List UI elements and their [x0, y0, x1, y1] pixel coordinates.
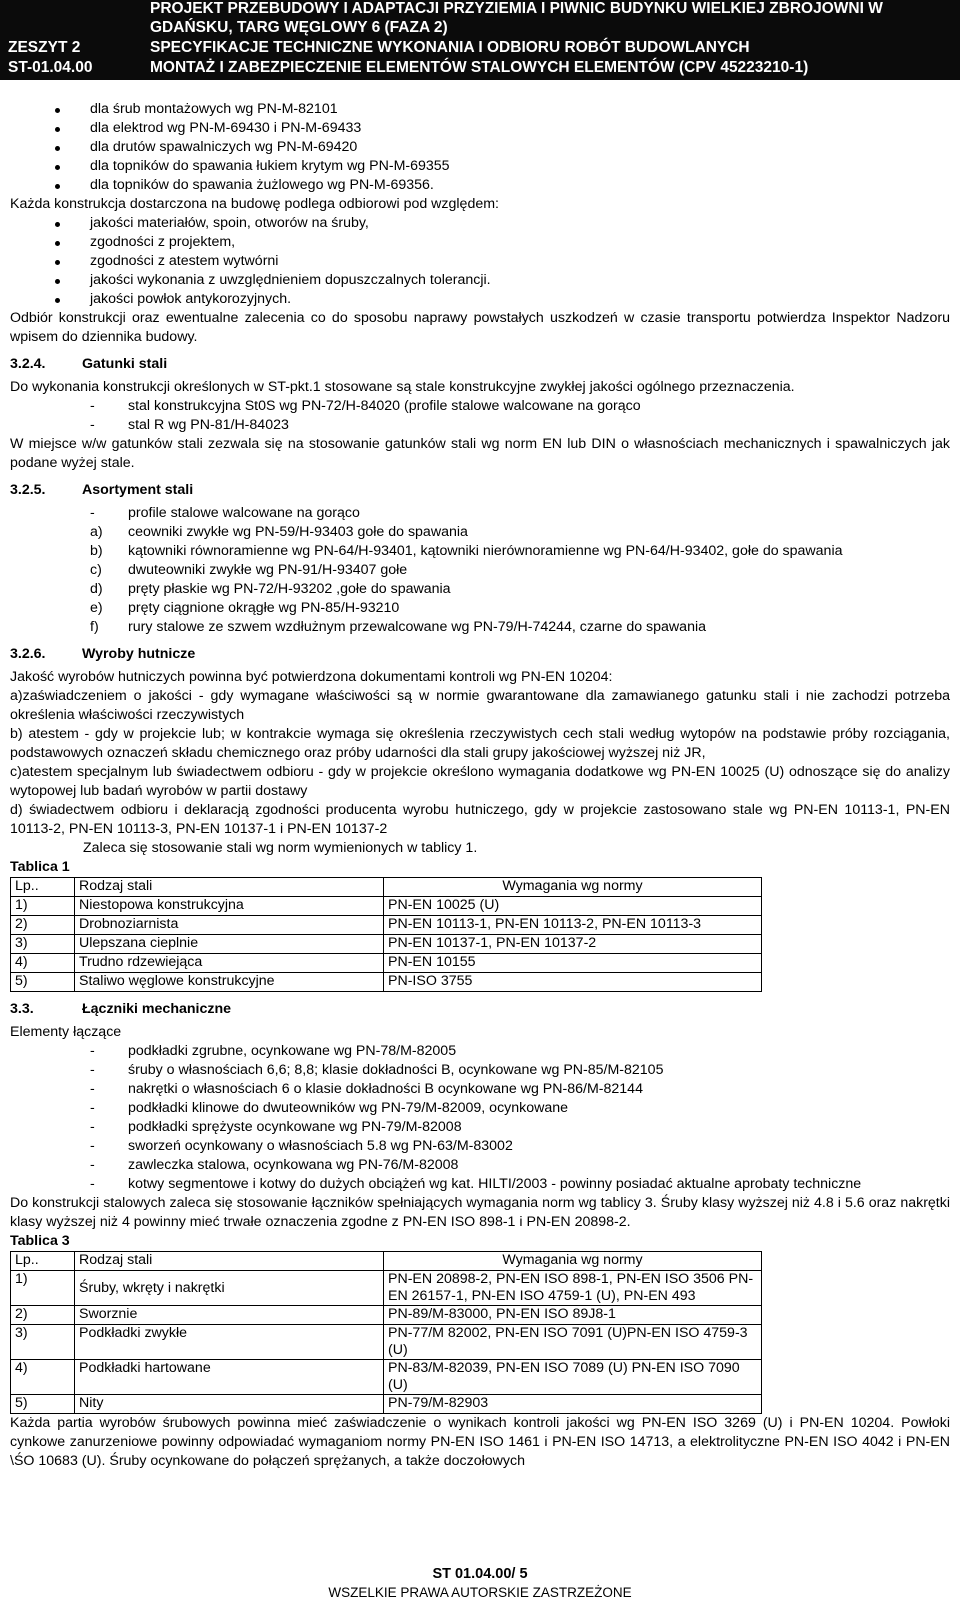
paragraph: Do konstrukcji stalowych zaleca się stosowanie łączników spełniających wymagania norm wg tablicy 3. Śruby klasy wyższej niż 4.8 i 5.6 oraz nakrętki klasy wyższej niż 4 powinny mieć trwałe oznaczenia zgodne z PN-EN ISO 898-1 i PN-EN 20898-2. — [10, 1195, 950, 1230]
document-header — [0, 0, 960, 80]
list-item: dla elektrod wg PN-M-69430 i PN-M-69433 — [10, 119, 950, 138]
paragraph: a)zaświadczeniem o jakości - gdy wymagane właściwości są w normie gwarantowane dla zamawianego gatunku stali i nie zachodzi potrzeba określenia właściwości rzeczywistych — [10, 688, 950, 723]
table-cell: PN-ISO 3755 — [384, 973, 762, 992]
list-item: - profile stalowe walcowane na gorąco — [90, 505, 360, 521]
table-cell: 1) — [11, 1271, 75, 1306]
table-cell: Lp.. — [11, 878, 75, 897]
steel-grade-list — [10, 397, 950, 435]
paragraph: b) atestem - gdy w projekcie lub; w kontrakcie wymaga się określenia rzeczywistych cech stali według wytopów na podstawie próby rozciągania, podstawowych oznaczeń składu chemicznego oraz próby udarności dla stali grupy jakościowej wyższej niż JR, — [10, 726, 950, 761]
list-item: zgodności z atestem wytwórni — [10, 252, 950, 271]
table-row — [11, 1325, 762, 1360]
list-item: c) dwuteowniki zwykłe wg PN-91/H-93407 gołe — [90, 562, 408, 578]
document-body — [10, 100, 950, 1471]
table-cell: 1) — [11, 897, 75, 916]
table-cell: PN-77/M 82002, PN-EN ISO 7091 (U)PN-EN ISO 4759-3 (U) — [384, 1325, 762, 1360]
list-item: jakości wykonania z uwzględnieniem dopuszczalnych tolerancji. — [10, 271, 950, 290]
list-item: - stal R wg PN-81/H-84023 — [90, 417, 289, 433]
table-cell: 2) — [11, 916, 75, 935]
list-item: - sworzeń ocynkowany o własnościach 5.8 wg PN-63/M-83002 — [90, 1138, 513, 1154]
table-cell: 3) — [11, 935, 75, 954]
table-cell: Rodzaj stali — [75, 1252, 384, 1271]
section-heading: 3.2.6. Wyroby hutnicze — [10, 646, 196, 662]
table-cell: Rodzaj stali — [75, 878, 384, 897]
paragraph: Odbiór konstrukcji oraz ewentualne zalecenia co do sposobu naprawy powstałych uszkodzeń w czasie transportu potwierdza Inspektor Nadzoru wpisem do dziennika budowy. — [10, 310, 950, 345]
list-item: dla topników do spawania żużlowego wg PN-M-69356. — [10, 176, 950, 195]
standards-list — [10, 100, 950, 195]
table-cell: 4) — [11, 1360, 75, 1395]
table-cell: PN-EN 10025 (U) — [384, 897, 762, 916]
spec-code: ST-01.04.00 — [8, 59, 93, 76]
table-cell: 5) — [11, 973, 75, 992]
table-title: Tablica 1 — [10, 859, 70, 875]
list-item: jakości powłok antykorozyjnych. — [10, 290, 950, 309]
list-item: zgodności z projektem, — [10, 233, 950, 252]
list-item: dla drutów spawalniczych wg PN-M-69420 — [10, 138, 950, 157]
table-row — [11, 935, 762, 954]
list-item: b) kątowniki równoramienne wg PN-64/H-93401, kątowniki nierównoramienne wg PN-64/H-93402, gołe do spawania — [90, 543, 843, 559]
table-cell: PN-EN 10155 — [384, 954, 762, 973]
list-item: dla śrub montażowych wg PN-M-82101 — [10, 100, 950, 119]
table-cell: Niestopowa konstrukcyjna — [75, 897, 384, 916]
list-item: dla topników do spawania łukiem krytym wg PN-M-69355 — [10, 157, 950, 176]
table-cell: PN-EN 10137-1, PN-EN 10137-2 — [384, 935, 762, 954]
table-row — [11, 916, 762, 935]
table-cell: Nity — [75, 1395, 384, 1414]
section-heading: 3.2.4. Gatunki stali — [10, 356, 168, 372]
paragraph: Elementy łączące — [10, 1024, 122, 1040]
list-item: e) pręty ciągnione okrągłe wg PN-85/H-93210 — [90, 600, 400, 616]
section-heading: 3.3. Łączniki mechaniczne — [10, 1001, 232, 1017]
list-item: jakości materiałów, spoin, otworów na śruby, — [10, 214, 950, 233]
project-title-line2: GDAŃSKU, TARG WĘGLOWY 6 (FAZA 2) — [150, 19, 448, 36]
table-cell: PN-EN 10113-1, PN-EN 10113-2, PN-EN 10113-3 — [384, 916, 762, 935]
paragraph: Zaleca się stosowanie stali wg norm wymienionych w tablicy 1. — [83, 840, 478, 856]
table-row — [11, 973, 762, 992]
paragraph: c)atestem specjalnym lub świadectwem odbioru - gdy w projekcie określono wymagania dodatkowe wg PN-EN 10025 (U) odnoszące się do analizy wytopowej lub badań wyrobów w partii dostawy — [10, 764, 950, 799]
table-cell: PN-79/M-82903 — [384, 1395, 762, 1414]
paragraph: d) świadectwem odbioru i deklaracją zgodności producenta wyrobu hutniczego, gdy w projekcie zastosowano stale wg PN-EN 10113-1, PN-EN 10113-2, PN-EN 10113-3, PN-EN 10137-1 i PN-EN 10137-2 — [10, 802, 950, 837]
table-row — [11, 1306, 762, 1325]
volume-label: ZESZYT 2 — [8, 39, 81, 56]
list-item: a) ceowniki zwykłe wg PN-59/H-93403 gołe do spawania — [90, 524, 468, 540]
table-cell: Drobnoziarnista — [75, 916, 384, 935]
copyright-notice: WSZELKIE PRAWA AUTORSKIE ZASTRZEŻONE — [328, 1585, 632, 1600]
list-item: f) rury stalowe ze szwem wzdłużnym przewalcowane wg PN-79/H-74244, czarne do spawania — [90, 619, 707, 635]
list-item: - podkładki zgrubne, ocynkowane wg PN-78/M-82005 — [90, 1043, 457, 1059]
inspection-list — [10, 214, 950, 309]
table-cell: PN-EN 20898-2, PN-EN ISO 898-1, PN-EN ISO 3506 PN-EN 26157-1, PN-EN ISO 4759-1 (U), PN-EN 493 — [384, 1271, 762, 1306]
list-item: - śruby o własnościach 6,6; 8,8; klasie dokładności B, ocynkowane wg PN-85/M-82105 — [90, 1062, 664, 1078]
paragraph: Jakość wyrobów hutniczych powinna być potwierdzona dokumentami kontroli wg PN-EN 10204: — [10, 669, 613, 685]
list-item: d) pręty płaskie wg PN-72/H-93202 ,gołe do spawania — [90, 581, 451, 597]
assortment-list — [10, 504, 950, 637]
table-row — [11, 1360, 762, 1395]
paragraph: Każda konstrukcja dostarczona na budowę podlega odbiorowi pod względem: — [10, 196, 499, 212]
table-title: Tablica 3 — [10, 1233, 70, 1249]
paragraph: Każda partia wyrobów śrubowych powinna mieć zaświadczenie o wynikach kontroli jakości wg PN-EN ISO 3269 (U) i PN-EN 10204. Powłoki cynkowe zanurzeniowe powinny odpowiadać wymaganiom normy PN-EN ISO 1461 i PN-EN ISO 14713, a elektrolityczne PN-EN ISO 4042 i PN-EN \ŚO 10683 (U). Śruby ocynkowane do połączeń sprężanych, a także doczołowych — [10, 1415, 950, 1469]
table-cell: 5) — [11, 1395, 75, 1414]
project-title-line1: PROJEKT PRZEBUDOWY I ADAPTACJI PRZYZIEMIA I PIWNIC BUDYNKU WIELKIEJ ZBROJOWNI W — [150, 0, 883, 17]
table-header-row — [11, 1252, 762, 1271]
steel-norms-table — [10, 877, 762, 992]
table-cell: Podkładki zwykłe — [75, 1325, 384, 1360]
list-item: - nakrętki o własnościach 6 o klasie dokładności B ocynkowane wg PN-86/M-82144 — [90, 1081, 643, 1097]
paragraph: Do wykonania konstrukcji określonych w ST-pkt.1 stosowane są stale konstrukcyjne zwykłej jakości ogólnego przeznaczenia. — [10, 379, 795, 395]
table-cell: Podkładki hartowane — [75, 1360, 384, 1395]
section-heading: 3.2.5. Asortyment stali — [10, 482, 194, 498]
table-cell: Śruby, wkręty i nakrętki — [75, 1271, 384, 1306]
table-row — [11, 1395, 762, 1414]
table-row — [11, 897, 762, 916]
table-cell: Lp.. — [11, 1252, 75, 1271]
table-cell: PN-89/M-83000, PN-EN ISO 89J8-1 — [384, 1306, 762, 1325]
table-cell: 3) — [11, 1325, 75, 1360]
list-item: - stal konstrukcyjna St0S wg PN-72/H-84020 (profile stalowe walcowane na gorąco — [90, 398, 641, 414]
list-item: - kotwy segmentowe i kotwy do dużych obciążeń wg kat. HILTI/2003 - powinny posiadać aktualne aprobaty techniczne — [90, 1176, 862, 1192]
table-row — [11, 954, 762, 973]
table-cell: 2) — [11, 1306, 75, 1325]
section-title: MONTAŻ I ZABEZPIECZENIE ELEMENTÓW STALOWYCH ELEMENTÓW (CPV 45223210-1) — [150, 59, 809, 76]
page-number: ST 01.04.00/ 5 — [432, 1566, 528, 1582]
table-cell: PN-83/M-82039, PN-EN ISO 7089 (U) PN-EN ISO 7090 (U) — [384, 1360, 762, 1395]
spec-title: SPECYFIKACJE TECHNICZNE WYKONANIA I ODBIORU ROBÓT BUDOWLANYCH — [150, 39, 750, 56]
table-cell: Sworznie — [75, 1306, 384, 1325]
paragraph: W miejsce w/w gatunków stali zezwala się na stosowanie gatunków stali wg norm EN lub DIN o własnościach mechanicznych i spawalniczych jak podane wyżej stale. — [10, 436, 950, 471]
fastener-norms-table — [10, 1251, 762, 1414]
fasteners-list — [10, 1042, 950, 1194]
table-cell: Trudno rdzewiejąca — [75, 954, 384, 973]
list-item: - zawleczka stalowa, ocynkowana wg PN-76/M-82008 — [90, 1157, 459, 1173]
table-header-row — [11, 878, 762, 897]
list-item: - podkładki klinowe do dwuteowników wg PN-79/M-82009, ocynkowane — [90, 1100, 569, 1116]
table-cell: Staliwo węglowe konstrukcyjne — [75, 973, 384, 992]
table-cell: Wymagania wg normy — [384, 878, 762, 897]
table-cell: Wymagania wg normy — [384, 1252, 762, 1271]
table-cell: 4) — [11, 954, 75, 973]
table-row — [11, 1271, 762, 1306]
table-cell: Ulepszana cieplnie — [75, 935, 384, 954]
list-item: - podkładki sprężyste ocynkowane wg PN-79/M-82008 — [90, 1119, 462, 1135]
